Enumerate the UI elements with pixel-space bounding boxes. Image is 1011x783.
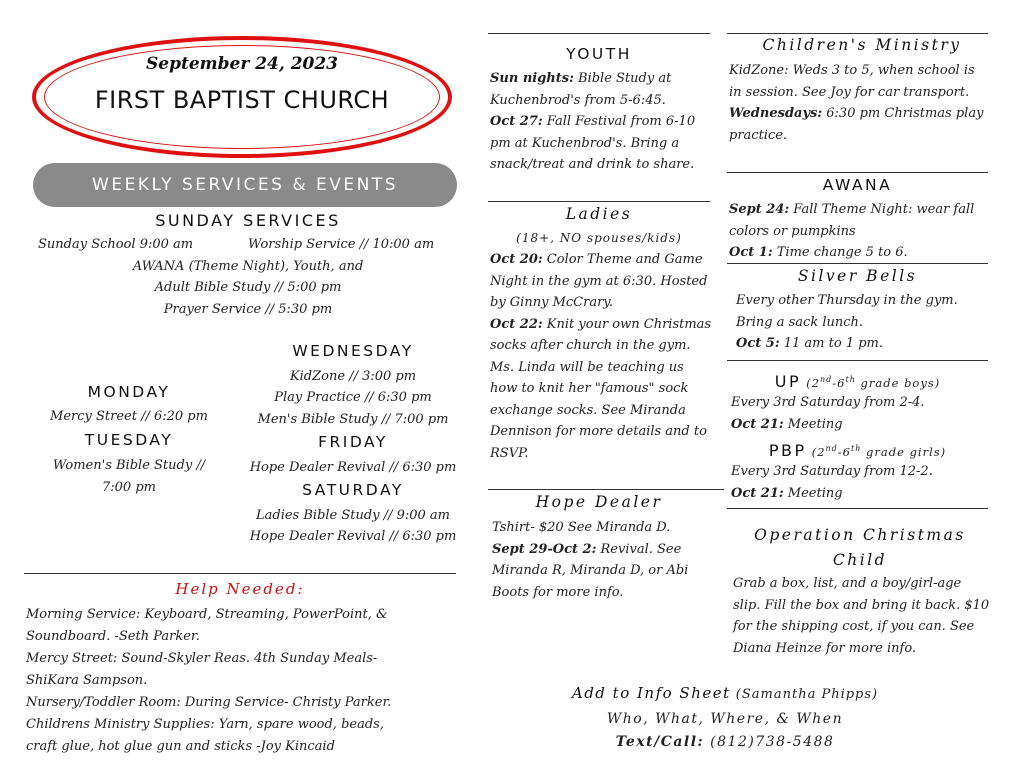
wednesday-line-3: Men's Bible Study // 7:00 pm — [257, 412, 449, 427]
pbp-heading: PBP — [768, 440, 807, 460]
adult-bible-study-time: Adult Bible Study // 5:00 pm — [154, 280, 342, 295]
saturday-heading: SATURDAY — [302, 481, 404, 499]
ladies-item-1-text: Color Theme and Game Night in the gym at 6:30. Hosted by Ginny McCrary. — [490, 252, 708, 310]
pbp-schedule: Every 3rd Saturday from 12-2. — [731, 464, 933, 479]
occ-body: Grab a box, list, and a boy/girl-age slip. Fill the box and bring it back. $10 for the shipping cost, if you can. See Diana Heinze for more info. — [733, 576, 990, 656]
info-sheet-line-1: Who, What, Where, & When — [606, 711, 844, 727]
ladies-subheading: (18+, NO spouses/kids) — [516, 231, 682, 245]
up-sub-post: grade boys) — [855, 375, 941, 390]
youth-item-1-label: Sun nights: — [490, 71, 574, 86]
youth-heading: YOUTH — [566, 45, 632, 63]
hope-dealer-body — [492, 517, 712, 603]
tuesday-heading: TUESDAY — [84, 431, 174, 449]
youth-top-divider — [488, 33, 710, 34]
hope-dealer-item-text: Revival. See Miranda R, Miranda D, or Abi Boots for more info. — [492, 541, 689, 600]
church-name: FIRST BAPTIST CHURCH — [94, 86, 390, 114]
help-line: Soundboard. -Seth Parker. — [26, 629, 200, 644]
childrens-top-divider — [727, 33, 988, 34]
weekly-services-banner — [33, 163, 457, 207]
ladies-item-2-text: Knit your own Christmas socks after church in the gym. Ms. Linda will be teaching us how to knit her "famous" sock exchange socks. See Miranda Dennison for more details and to RSVP. — [490, 316, 712, 461]
up-sub-sup2: th — [845, 375, 856, 384]
friday-heading: FRIDAY — [318, 433, 388, 451]
pbp-item-label: Oct 21: — [731, 485, 784, 501]
pbp-sub-mid: -6 — [837, 444, 851, 459]
info-sheet-call-label: Text/Call: — [615, 734, 705, 750]
ladies-item-1-label: Oct 20: — [490, 252, 543, 267]
pbp-sub-post: grade girls) — [861, 444, 947, 459]
help-divider — [24, 573, 456, 574]
help-line: Nursery/Toddler Room: During Service- Christy Parker. — [26, 695, 392, 710]
up-heading-row — [727, 369, 988, 394]
pbp-sub-sup2: th — [851, 444, 862, 453]
saturday-line-2: Hope Dealer Revival // 6:30 pm — [249, 529, 457, 544]
help-line: Morning Service: Keyboard, Streaming, PowerPoint, & — [26, 607, 388, 622]
childrens-ministry-body — [729, 60, 991, 146]
info-sheet-line-2 — [500, 731, 950, 754]
up-subheading — [806, 376, 940, 390]
up-item-label: Oct 21: — [731, 416, 784, 432]
help-line: Mercy Street: Sound-Skyler Reas. 4th Sunday Meals- — [26, 651, 378, 666]
info-sheet-heading-row — [500, 683, 950, 706]
prayer-service-time: Prayer Service // 5:30 pm — [163, 302, 333, 317]
up-divider — [727, 360, 988, 361]
weekly-services-banner-text: WEEKLY SERVICES & EVENTS — [92, 175, 398, 195]
awana-item-1-text: Fall Theme Night: wear fall colors or pumpkins — [729, 202, 975, 239]
help-needed-list — [26, 604, 466, 758]
silver-bells-body — [736, 290, 992, 355]
monday-heading: MONDAY — [87, 383, 171, 401]
hope-dealer-heading: Hope Dealer — [535, 493, 663, 511]
youth-item-1-text: Bible Study at Kuchenbrod's from 5-6:45. — [490, 71, 672, 108]
sunday-school-time: Sunday School 9:00 am — [38, 237, 194, 252]
awana-item-1-label: Sept 24: — [729, 202, 790, 217]
help-needed-heading: Help Needed: — [175, 580, 305, 598]
childrens-item-label: Wednesdays: — [729, 106, 823, 121]
silver-bells-heading: Silver Bells — [797, 267, 918, 285]
wednesday-line-1: KidZone // 3:00 pm — [289, 369, 417, 384]
monday-line: Mercy Street // 6:20 pm — [50, 409, 208, 424]
info-sheet-heading: Add to Info Sheet — [571, 684, 731, 702]
up-body — [731, 392, 989, 435]
pbp-item-text: Meeting — [783, 485, 843, 501]
up-item-text: Meeting — [783, 416, 843, 432]
wednesday-line-2: Play Practice // 6:30 pm — [274, 390, 432, 405]
ladies-divider — [488, 201, 710, 202]
silver-bells-info: Every other Thursday in the gym. Bring a sack lunch. — [736, 293, 958, 330]
up-schedule: Every 3rd Saturday from 2-4. — [731, 395, 925, 410]
help-line: ShiKara Sampson. — [26, 673, 148, 688]
worship-service-time: Worship Service // 10:00 am — [248, 237, 435, 252]
ladies-heading: Ladies — [565, 205, 633, 223]
silver-bells-item-label: Oct 5: — [736, 336, 780, 351]
ladies-item-2-label: Oct 22: — [490, 316, 543, 332]
friday-line: Hope Dealer Revival // 6:30 pm — [249, 460, 457, 475]
info-sheet-phone: (812)738-5488 — [704, 734, 835, 750]
occ-divider — [727, 508, 988, 509]
info-sheet-contact: (Samantha Phipps) — [730, 687, 879, 702]
hope-dealer-item-label: Sept 29-Oct 2: — [492, 541, 597, 557]
pbp-subheading — [812, 445, 946, 459]
childrens-item-text: 6:30 pm Christmas play practice. — [729, 106, 984, 143]
ladies-body — [490, 249, 712, 464]
up-sub-pre: (2 — [806, 375, 821, 390]
up-heading: UP — [774, 371, 802, 391]
hope-dealer-divider — [488, 489, 724, 490]
tuesday-line-2: 7:00 pm — [102, 480, 156, 495]
help-line: Childrens Ministry Supplies: Yarn, spare wood, beads, — [26, 717, 384, 732]
help-line: craft glue, hot glue gun and sticks -Joy Kincaid — [26, 739, 335, 754]
awana-body — [729, 199, 991, 264]
occ-heading: Operation Christmas Child — [754, 526, 966, 569]
awana-divider — [727, 172, 988, 173]
sunday-heading: SUNDAY SERVICES — [155, 211, 341, 230]
awana-item-2-label: Oct 1: — [729, 245, 773, 260]
bulletin-date: September 24, 2023 — [145, 54, 339, 74]
silver-bells-divider — [727, 263, 988, 264]
up-sub-mid: -6 — [832, 375, 846, 390]
pbp-body — [731, 461, 989, 504]
awana-heading: AWANA — [822, 176, 893, 194]
childrens-ministry-heading: Children's Ministry — [762, 36, 962, 54]
up-sub-sup: nd — [820, 375, 833, 384]
hope-dealer-tshirt: Tshirt- $20 See Miranda D. — [492, 520, 671, 535]
awana-item-2-text: Time change 5 to 6. — [772, 245, 908, 260]
pbp-heading-row — [727, 438, 988, 463]
youth-body — [490, 68, 712, 176]
saturday-line-1: Ladies Bible Study // 9:00 am — [256, 508, 450, 523]
tuesday-line-1: Women's Bible Study // — [52, 458, 206, 473]
silver-bells-item-text: 11 am to 1 pm. — [779, 336, 884, 351]
wednesday-heading: WEDNESDAY — [292, 342, 414, 360]
kidzone-info: KidZone: Weds 3 to 5, when school is in session. See Joy for car transport. — [729, 63, 975, 100]
youth-item-2-label: Oct 27: — [490, 114, 543, 129]
sunday-evening-line: AWANA (Theme Night), Youth, and — [132, 259, 364, 274]
youth-item-2-text: Fall Festival from 6-10 pm at Kuchenbrod's. Bring a snack/treat and drink to share. — [490, 114, 696, 172]
pbp-sub-pre: (2 — [811, 444, 826, 459]
pbp-sub-sup: nd — [825, 444, 838, 453]
